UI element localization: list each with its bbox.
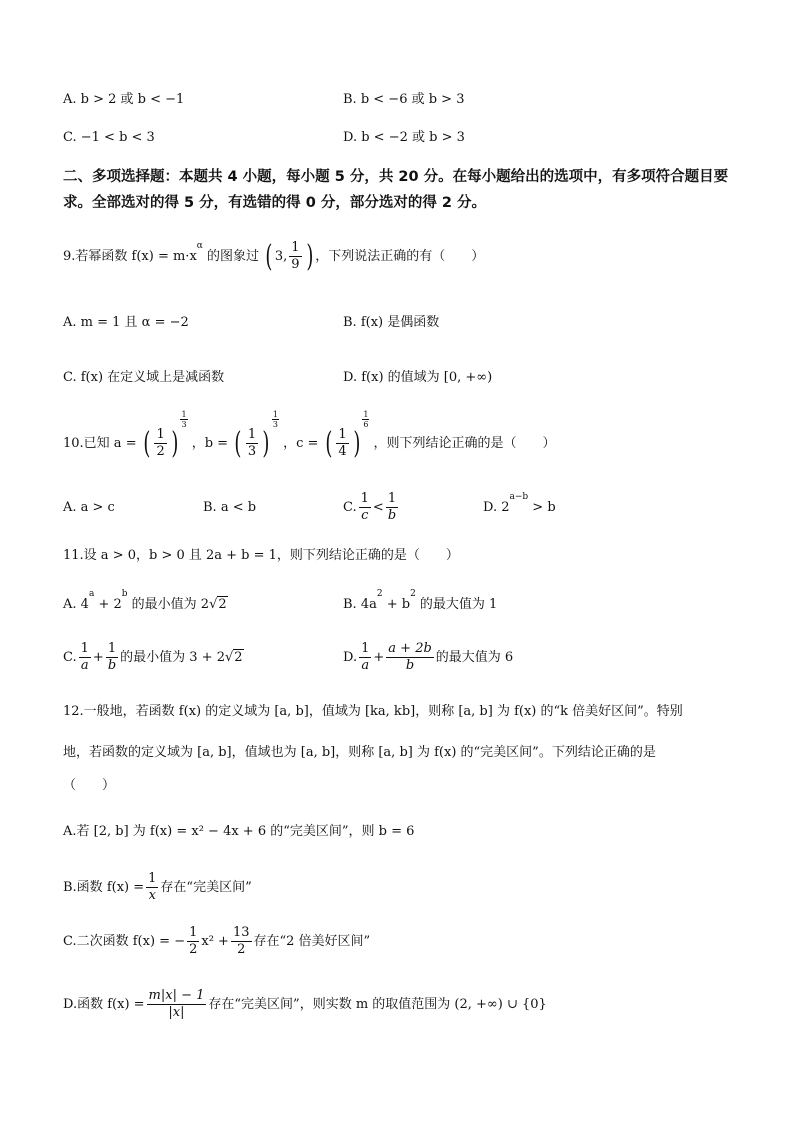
q10-b-base-den: 3 xyxy=(247,444,257,459)
q8-option-b: B. b < −6 或 b > 3 xyxy=(343,92,465,107)
q10-a-base xyxy=(154,427,166,460)
q11-a-prefix: A. 4 xyxy=(63,597,89,612)
q10-b-left-paren: ( xyxy=(234,425,242,461)
q11-d-frac1 xyxy=(359,641,371,674)
q12-b-frac xyxy=(146,871,158,904)
q11-a-tail: 的最小值为 2 xyxy=(127,597,210,612)
q11-b-prefix: B. 4a xyxy=(343,597,377,612)
q12-stem-line3: （ ） xyxy=(63,778,116,793)
q12-option-d xyxy=(63,985,547,1025)
q9-option-d: D. f(x) 的值域为 [0, +∞) xyxy=(343,370,493,385)
q10-c-left-paren: ( xyxy=(324,425,332,461)
q9-option-b: B. f(x) 是偶函数 xyxy=(343,315,440,330)
q11-b-exp2: 2 xyxy=(410,589,416,599)
q12-d-frac-den: |x| xyxy=(168,1005,185,1020)
q10-a-left-paren: ( xyxy=(143,425,151,461)
q10-a-right-paren: ) xyxy=(171,425,179,461)
q12-c-tail: 存在“2 倍美好区间” xyxy=(253,934,371,949)
q10-a-exp xyxy=(180,410,187,429)
q11-d-prefix: D. xyxy=(343,650,358,665)
q10-c-frac2-den: b xyxy=(387,508,397,523)
q11-d-frac2 xyxy=(386,641,434,674)
q10-c-frac2-num: 1 xyxy=(386,491,398,508)
q11-d-op: + xyxy=(373,650,385,665)
q10-c-frac1-den: c xyxy=(361,508,369,523)
q12-c-mid: x² + xyxy=(201,934,229,949)
q11-option-a xyxy=(63,589,228,616)
q11-option-d xyxy=(343,638,513,678)
q10-b-exp-num: 1 xyxy=(272,410,278,419)
q12-b-prefix: B.函数 f(x) = xyxy=(63,880,145,895)
q8-option-a: A. b > 2 或 b < −1 xyxy=(63,92,185,107)
q11-b-mid: + b xyxy=(382,597,411,612)
q11-c-frac2-den: b xyxy=(107,658,117,673)
q10-option-d xyxy=(483,492,556,519)
q12-c-prefix: C.二次函数 f(x) = − xyxy=(63,934,186,949)
q12-b-frac-num: 1 xyxy=(148,871,157,886)
q12-c-frac1-num: 1 xyxy=(189,925,198,940)
q9-stem-exp: α xyxy=(196,241,203,251)
q11-c-prefix: C. xyxy=(63,650,77,665)
q10-a-exp-den: 3 xyxy=(181,420,187,429)
q9-point-den: 9 xyxy=(291,257,300,272)
q10-d-base: D. 2 xyxy=(483,500,510,515)
q10-c-exp xyxy=(362,410,369,429)
q10-c-exp-den: 6 xyxy=(363,420,369,429)
q11-d-frac1-den: a xyxy=(361,658,370,673)
q12-c-frac2-den: 2 xyxy=(237,942,246,957)
q9-right-paren: ) xyxy=(305,238,313,274)
q9-point-frac xyxy=(289,240,301,273)
q12-c-frac2 xyxy=(231,925,252,958)
q12-b-frac-den: x xyxy=(148,888,156,903)
q8-option-d: D. b < −2 或 b > 3 xyxy=(343,130,465,145)
q9-stem xyxy=(63,240,484,275)
q10-a-base-num: 1 xyxy=(156,427,165,442)
q11-c-frac1 xyxy=(79,641,91,674)
q10-b-exp-den: 3 xyxy=(272,420,278,429)
q11-d-frac2-den: b xyxy=(405,658,415,673)
q10-c-prefix: C. xyxy=(343,500,357,515)
q9-left-paren: ( xyxy=(265,238,273,274)
q8-option-c: C. −1 < b < 3 xyxy=(63,130,155,145)
q10-d-tail: > b xyxy=(528,500,556,515)
q11-d-frac1-num: 1 xyxy=(361,641,370,656)
q12-option-a: A.若 [2, b] 为 f(x) = x² − 4x + 6 的“完美区间”，则 b = 6 xyxy=(63,824,415,839)
q11-d-frac2-num: a + 2b xyxy=(388,641,432,656)
q11-c-radicand: 2 xyxy=(234,650,243,665)
q9-stem-suffix: ，下列说法正确的有（ ） xyxy=(315,249,485,264)
section-2-heading: 二、多项选择题：本题共 4 小题，每小题 5 分，共 20 分。在每小题给出的选项中，有多项符合题目要求。全部选对的得 5 分，有选错的得 0 分，部分选对的得 2 分。 xyxy=(63,169,729,211)
q11-a-exp2: b xyxy=(121,589,128,599)
q10-suffix: ，则下列结论正确的是（ ） xyxy=(373,436,556,451)
q12-d-tail: 存在“完美区间”，则实数 m 的取值范围为 (2, +∞) ∪ {0} xyxy=(208,997,547,1012)
q10-mid1: ，b = xyxy=(191,436,229,451)
q10-d-exp: a−b xyxy=(509,492,529,502)
q10-c-exp-num: 1 xyxy=(363,410,369,419)
q11-c-frac2-num: 1 xyxy=(106,641,118,658)
q10-c-op: < xyxy=(372,500,384,515)
q10-option-b: B. a < b xyxy=(203,500,257,515)
q11-c-frac1-den: a xyxy=(80,658,89,673)
q10-c-frac1 xyxy=(359,491,371,524)
q11-c-op: + xyxy=(92,650,104,665)
q11-stem: 11.设 a > 0，b > 0 且 2a + b = 1，则下列结论正确的是（ ） xyxy=(63,548,459,563)
q12-option-c xyxy=(63,922,370,962)
q12-c-frac1-den: 2 xyxy=(189,942,198,957)
q12-stem-line2: 地，若函数的定义域为 [a, b]，值域也为 [a, b]，则称 [a, b] 为 f(x) 的“完美区间”。下列结论正确的是 xyxy=(63,745,656,760)
q9-option-c: C. f(x) 在定义域上是减函数 xyxy=(63,370,225,385)
q10-c-frac1-num: 1 xyxy=(360,491,369,506)
q10-option-c xyxy=(343,488,400,528)
q11-a-radical-sign: √ xyxy=(209,597,218,612)
q10-a-exp-num: 1 xyxy=(181,410,187,419)
q10-mid2: ，c = xyxy=(283,436,319,451)
q12-d-prefix: D.函数 f(x) = xyxy=(63,997,145,1012)
q10-b-right-paren: ) xyxy=(262,425,270,461)
q11-b-tail: 的最大值为 1 xyxy=(415,597,498,612)
q11-c-frac2 xyxy=(106,641,118,674)
q10-prefix: 10.已知 a = xyxy=(63,436,137,451)
q12-option-b xyxy=(63,868,252,908)
q10-c-base-den: 4 xyxy=(338,444,347,459)
q9-option-a: A. m = 1 且 α = −2 xyxy=(63,315,189,330)
q12-stem-line1: 12.一般地，若函数 f(x) 的定义域为 [a, b]，值域为 [ka, kb]，则称 [a, b] 为 f(x) 的“k 倍美好区间”。特别 xyxy=(63,704,683,719)
q11-a-exp1: a xyxy=(88,589,95,599)
q10-b-base-num: 1 xyxy=(247,427,257,442)
q11-option-b xyxy=(343,589,498,616)
q11-d-tail: 的最大值为 6 xyxy=(435,650,514,665)
q10-b-base xyxy=(246,427,258,460)
q11-a-mid: + 2 xyxy=(94,597,122,612)
q12-c-frac2-num: 13 xyxy=(232,925,250,940)
q12-d-frac-num: m|x| − 1 xyxy=(148,988,205,1003)
q12-c-frac1 xyxy=(187,925,199,958)
q9-point-num: 1 xyxy=(291,240,300,255)
q10-b-exp xyxy=(272,410,279,429)
q10-stem xyxy=(63,410,556,464)
q10-option-a: A. a > c xyxy=(63,500,115,515)
q10-a-base-den: 2 xyxy=(156,444,165,459)
q12-d-frac xyxy=(147,988,207,1021)
q9-stem-mid: 的图象过 xyxy=(202,249,259,264)
q11-c-frac1-num: 1 xyxy=(80,641,89,656)
q9-stem-prefix: 9.若幂函数 f(x) = m·x xyxy=(63,249,197,264)
q11-option-c xyxy=(63,638,244,678)
q11-b-exp1: 2 xyxy=(376,589,383,599)
q10-c-base-num: 1 xyxy=(338,427,347,442)
q12-b-tail: 存在“完美区间” xyxy=(160,880,252,895)
q9-point-a: 3, xyxy=(274,249,288,264)
q11-a-radicand: 2 xyxy=(218,597,227,612)
q11-c-tail: 的最小值为 3 + 2 xyxy=(120,650,225,665)
q11-c-radical-sign: √ xyxy=(224,650,234,665)
q10-c-right-paren: ) xyxy=(352,425,360,461)
q10-c-frac2 xyxy=(386,491,398,524)
q10-c-base xyxy=(336,427,348,460)
